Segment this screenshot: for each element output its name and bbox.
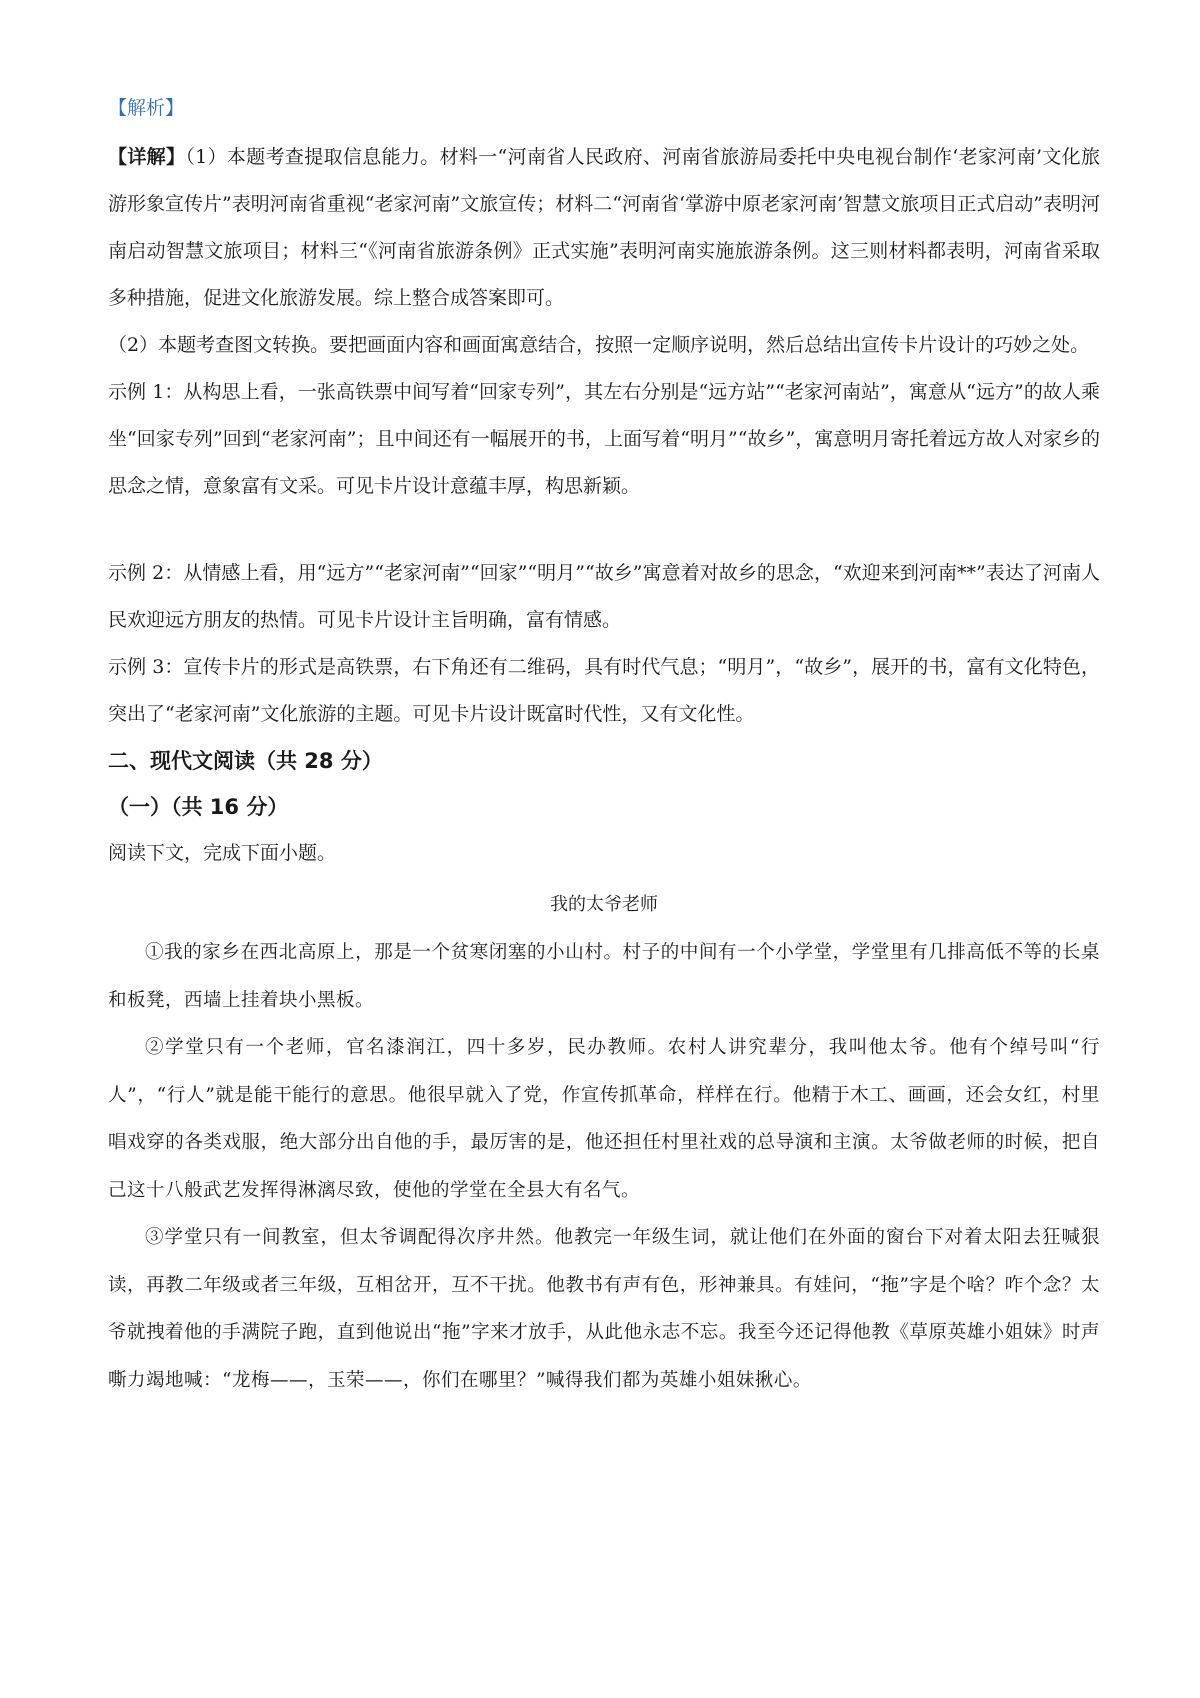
analysis-label: 【解析】 (108, 97, 185, 119)
sub-section-heading: （一）（共 16 分） (108, 795, 289, 819)
document-page (108, 92, 1100, 1404)
detail-tag: 【详解】 (108, 146, 186, 168)
example-2-paragraph: 示例 2：从情感上看，用“远方”“老家河南”“回家”“明月”“故乡”寓意着对故乡的思念，“欢迎来到河南**”表达了河南人民欢迎远方朋友的热情。可见卡片设计主旨明确，富有情感。 (108, 562, 1100, 631)
story-paragraph-3: ③学堂只有一间教室，但太爷调配得次序井然。他教完一年级生词，就让他们在外面的窗台下对着太阳去狂喊狠读，再教二年级或者三年级，互相岔开，互不干扰。他教书有声有色，形神兼具。有娃问，“拖”字是个啥？咋个念？太爷就拽着他的手满院子跑，直到他说出“拖”字来才放手，从此他永志不忘。我至今还记得他教《草原英雄小姐妹》时声嘶力竭地喊：“龙梅——，玉荣——，你们在哪里？”喊得我们都为英雄小姐妹揪心。 (108, 1227, 1100, 1391)
paragraph-gap (108, 510, 1100, 550)
reading-instruction: 阅读下文，完成下面小题。 (108, 842, 337, 864)
story-paragraph-2: ②学堂只有一个老师，官名漆润江，四十多岁，民办教师。农村人讲究辈分，我叫他太爷。他有个绰号叫“行人”，“行人”就是能干能行的意思。他很早就入了党，作宣传抓革命，样样在行。他精于木工、画画，还会女红，村里唱戏穿的各类戏服，绝大部分出自他的手，最厉害的是，他还担任村里社戏的总导演和主演。太爷做老师的时候，把自己这十八般武艺发挥得淋漓尽致，使他的学堂在全县大有名气。 (108, 1037, 1100, 1201)
story-paragraph-1: ①我的家乡在西北高原上，那是一个贫寒闭塞的小山村。村子的中间有一个小学堂，学堂里有几排高低不等的长桌和板凳，西墙上挂着块小黑板。 (108, 942, 1100, 1011)
example-1-paragraph: 示例 1：从构思上看，一张高铁票中间写着“回家专列”，其左右分别是“远方站”“老家河南站”，寓意从“远方”的故人乘坐“回家专列”回到“老家河南”；且中间还有一幅展开的书，上面写着“明月”“故乡”，寓意明月寄托着远方故人对家乡的思念之情，意象富有文采。可见卡片设计意蕴丰厚，构思新颖。 (108, 381, 1100, 497)
example-3-paragraph: 示例 3：宣传卡片的形式是高铁票，右下角还有二维码，具有时代气息；“明月”，“故乡”，展开的书，富有文化特色，突出了“老家河南”文化旅游的主题。可见卡片设计既富时代性，又有文化性。 (108, 656, 1100, 725)
story-title: 我的太爷老师 (550, 894, 658, 915)
section-heading: 二、现代文阅读（共 28 分） (108, 749, 383, 773)
detail-q1-paragraph (108, 134, 1100, 322)
detail-q1-text: （1）本题考查提取信息能力。材料一“河南省人民政府、河南省旅游局委托中央电视台制作‘老家河南’文化旅游形象宣传片”表明河南省重视“老家河南”文旅宣传；材料二“河南省‘掌游中原老家河南’智慧文旅项目正式启动”表明河南启动智慧文旅项目；材料三“《河南省旅游条例》正式实施”表明河南实施旅游条例。这三则材料都表明，河南省采取多种措施，促进文化旅游发展。综上整合成答案即可。 (108, 146, 1100, 309)
detail-q2-paragraph: （2）本题考查图文转换。要把画面内容和画面寓意结合，按照一定顺序说明，然后总结出宣传卡片设计的巧妙之处。 (108, 334, 1090, 356)
